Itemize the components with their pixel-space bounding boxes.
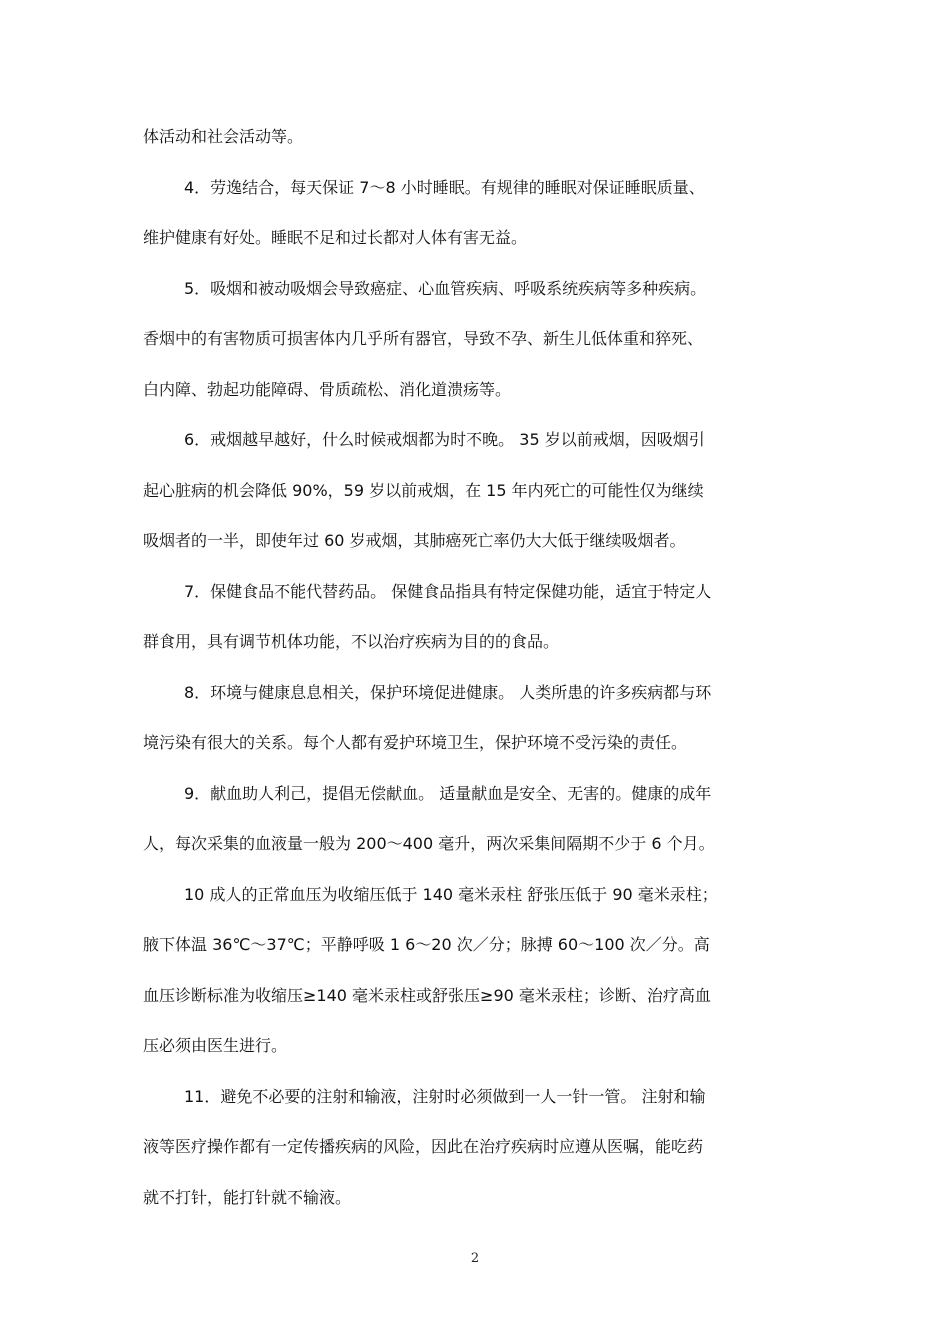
text-line: 群食用，具有调节机体功能，不以治疗疾病为目的的食品。	[143, 632, 560, 651]
text-line: 白内障、勃起功能障碍、骨质疏松、消化道溃疡等。	[143, 379, 512, 399]
document-body	[143, 112, 811, 1223]
text-line: 压必须由医生进行。	[143, 1036, 288, 1055]
text-line: 体活动和社会活动等。	[143, 127, 304, 146]
text-line: 10 成人的正常血压为收缩压低于 140 毫米汞柱 舒张压低于 90 毫米汞柱；	[184, 884, 718, 904]
text-line: 8．环境与健康息息相关，保护环境促进健康。 人类所患的许多疾病都与环	[184, 682, 712, 702]
text-line: 液等医疗操作都有一定传播疾病的风险，因此在治疗疾病时应遵从医嘱，能吃药	[143, 1137, 704, 1156]
text-line: 7．保健食品不能代替药品。 保健食品指具有特定保健功能，适宜于特定人	[184, 581, 712, 601]
text-line: 香烟中的有害物质可损害体内几乎所有器官，导致不孕、新生儿低体重和猝死、	[143, 329, 704, 348]
text-line: 11．避免不必要的注射和输液，注射时必须做到一人一针一管。 注射和输	[184, 1086, 706, 1106]
text-line: 血压诊断标准为收缩压≥140 毫米汞柱或舒张压≥90 毫米汞柱；诊断、治疗高血	[143, 985, 711, 1005]
text-line: 维护健康有好处。睡眠不足和过长都对人体有害无益。	[143, 228, 528, 247]
text-line: 境污染有很大的关系。每个人都有爱护环境卫生，保护环境不受污染的责任。	[143, 733, 688, 752]
text-line: 吸烟者的一半，即使年过 60 岁戒烟，其肺癌死亡率仍大大低于继续吸烟者。	[143, 531, 686, 550]
text-line: 6．戒烟越早越好，什么时候戒烟都为时不晚。 35 岁以前戒烟，因吸烟引	[184, 430, 705, 449]
page-number: 2	[470, 1251, 480, 1266]
text-line: 起心脏病的机会降低 90%，59 岁以前戒烟，在 15 年内死亡的可能性仅为继续	[143, 480, 704, 500]
text-line: 腋下体温 36℃～37℃；平静呼吸 1 6～20 次／分；脉搏 60～100 次／分。高	[143, 935, 710, 954]
text-line: 5．吸烟和被动吸烟会导致癌症、心血管疾病、呼吸系统疾病等多种疾病。	[184, 278, 707, 298]
text-line: 4．劳逸结合，每天保证 7～8 小时睡眠。有规律的睡眠对保证睡眠质量、	[184, 177, 705, 197]
text-line: 就不打针，能打针就不输液。	[143, 1187, 352, 1207]
text-line: 人，每次采集的血液量一般为 200～400 毫升，两次采集间隔期不少于 6 个月。	[143, 834, 715, 853]
text-line: 9．献血助人利己，提倡无偿献血。 适量献血是安全、无害的。健康的成年	[184, 783, 712, 803]
